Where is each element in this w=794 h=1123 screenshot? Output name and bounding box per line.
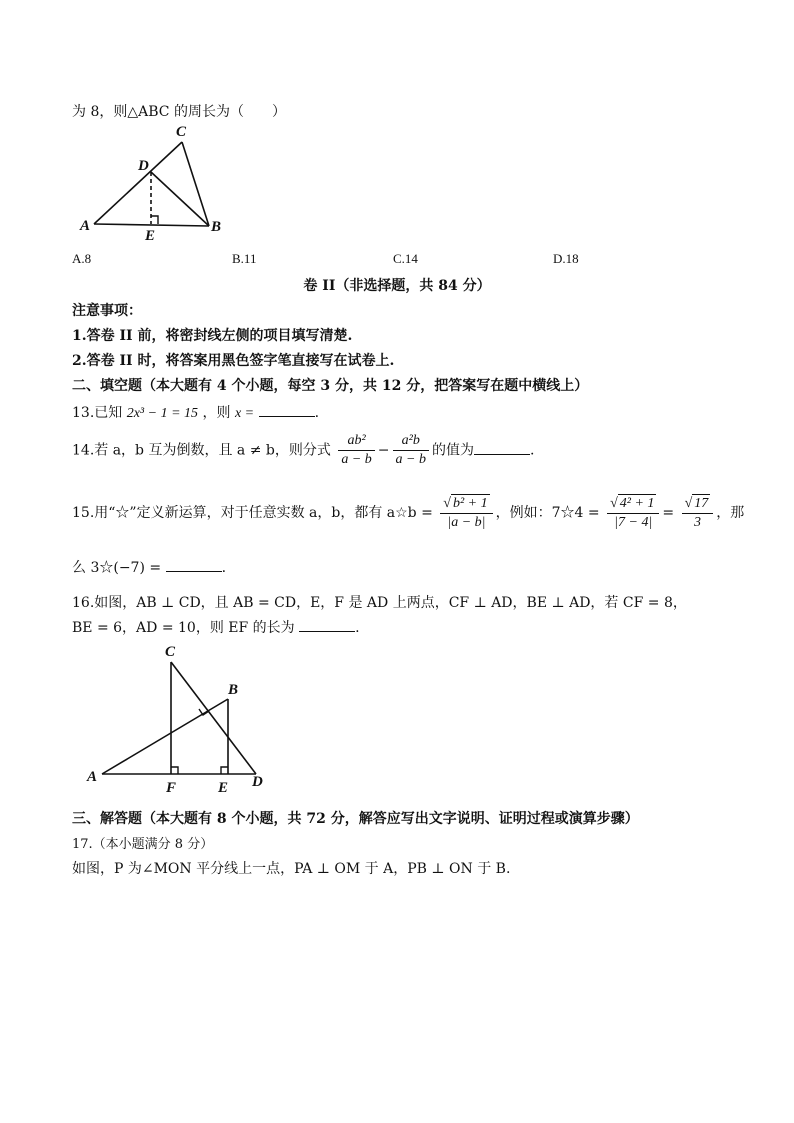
q16-label-D: D xyxy=(252,774,263,790)
q14-frac1-numerator: ab² xyxy=(338,432,374,451)
q13 xyxy=(72,402,319,422)
q12-stem: 为 8，则△ABC 的周长为（ ） xyxy=(72,104,286,120)
q17-header: 17.（本小题满分 8 分） xyxy=(72,837,214,852)
q15-def-numerator: b² + 1 xyxy=(452,496,488,511)
notes-item-1: 1.答卷 II 前，将密封线左侧的项目填写清楚. xyxy=(72,328,353,344)
q15-ex-numerator: 4² + 1 xyxy=(619,496,655,511)
q16-label-B: B xyxy=(228,682,239,698)
q15-line-1 xyxy=(72,494,744,532)
q15-answer-blank[interactable] xyxy=(166,559,222,572)
q14-frac1-denominator: a − b xyxy=(341,452,372,467)
q15-prefix: 15.用“☆”定义新运算，对于任意实数 a，b，都有 a☆b = xyxy=(72,505,433,521)
q12-option-b: B.11 xyxy=(232,251,257,266)
q15-equals: = xyxy=(662,505,675,521)
notes-item-2: 2.答卷 II 时，将答案用黑色签字笔直接写在试卷上. xyxy=(72,353,395,369)
q16-figure xyxy=(84,640,284,800)
q16-line2-suffix: . xyxy=(355,620,360,636)
q13-mid: ，则 xyxy=(202,405,235,421)
q16-line2-prefix: BE = 6，AD = 10，则 EF 的长为 xyxy=(72,620,295,636)
q15-result-denominator: 3 xyxy=(693,515,701,530)
q16-label-C: C xyxy=(165,644,176,660)
q12-label-C: C xyxy=(176,124,187,140)
q15-result-fraction: $\frac{√ 17}{3}$ xyxy=(682,494,714,532)
q13-answer-blank[interactable] xyxy=(259,404,315,417)
q13-prefix: 13.已知 xyxy=(72,405,123,421)
q15-result-numerator: 17 xyxy=(694,496,709,511)
q14-fraction-2 xyxy=(393,432,429,469)
q12-option-a: A.8 xyxy=(72,251,92,266)
q15-example-prefix: ，例如：7☆4 = xyxy=(495,505,600,521)
q16-label-A: A xyxy=(87,769,98,785)
fill-section-title: 二、填空题（本大题有 4 个小题，每空 3 分，共 12 分，把答案写在题中横线上） xyxy=(72,378,589,394)
notes-title: 注意事项： xyxy=(72,303,142,319)
q14-answer-blank[interactable] xyxy=(474,442,530,455)
q12-label-D: D xyxy=(138,158,149,174)
q12-label-E: E xyxy=(145,228,156,244)
q12-triangle-figure xyxy=(76,120,236,245)
q14-fraction-1 xyxy=(338,432,374,469)
q14-frac2-denominator: a − b xyxy=(395,452,426,467)
q16-line-1: 16.如图，AB ⊥ CD，且 AB = CD，E，F 是 AD 上两点，CF ⊥ AD，BE ⊥ AD，若 CF = 8， xyxy=(72,595,687,611)
q16-label-E: E xyxy=(218,780,229,796)
q12-label-B: B xyxy=(211,219,222,235)
section-2-header: 卷 II（非选择题，共 84 分） xyxy=(303,278,491,294)
q14-suffix: 的值为 xyxy=(431,442,474,459)
q15-line-2 xyxy=(72,557,226,577)
q13-suffix: . xyxy=(314,405,320,421)
q15-definition-fraction: $\frac{\text{√ b² + 1}}{|a - b|}$ xyxy=(440,494,492,532)
q16-line-2 xyxy=(72,617,360,637)
q15-example-fraction: $\frac{\text{√ 4² + 1}}{|7 - 4|}$ xyxy=(607,494,659,532)
q14-prefix: 14.若 a，b 互为倒数，且 a ≠ b，则分式 xyxy=(72,442,331,459)
q15-line2-prefix: 么 3☆(−7) = xyxy=(72,560,162,576)
q12-option-c: C.14 xyxy=(393,251,418,266)
q15-ex-denominator: |7 − 4| xyxy=(614,515,653,530)
q16-answer-blank[interactable] xyxy=(299,619,355,632)
q14-minus: − xyxy=(377,442,390,459)
q17-stem: 如图，P 为∠MON 平分线上一点，PA ⊥ OM 于 A，PB ⊥ ON 于 B. xyxy=(72,861,511,877)
q14-frac2-numerator: a²b xyxy=(393,432,429,451)
q15-line2-suffix: . xyxy=(221,560,227,576)
q15-def-denominator: |a − b| xyxy=(447,515,486,530)
q14-end: . xyxy=(529,442,535,459)
q12-label-A: A xyxy=(80,218,91,234)
q15-line1-suffix: ，那 xyxy=(716,505,745,521)
answer-section-title: 三、解答题（本大题有 8 个小题，共 72 分，解答应写出文字说明、证明过程或演算步骤） xyxy=(72,811,639,827)
q14 xyxy=(72,432,534,469)
q12-option-d: D.18 xyxy=(553,251,579,266)
q13-variable: x = xyxy=(234,406,255,421)
q16-label-F: F xyxy=(166,780,177,796)
q13-expression: 2x³ − 1 = 15 xyxy=(126,406,199,421)
